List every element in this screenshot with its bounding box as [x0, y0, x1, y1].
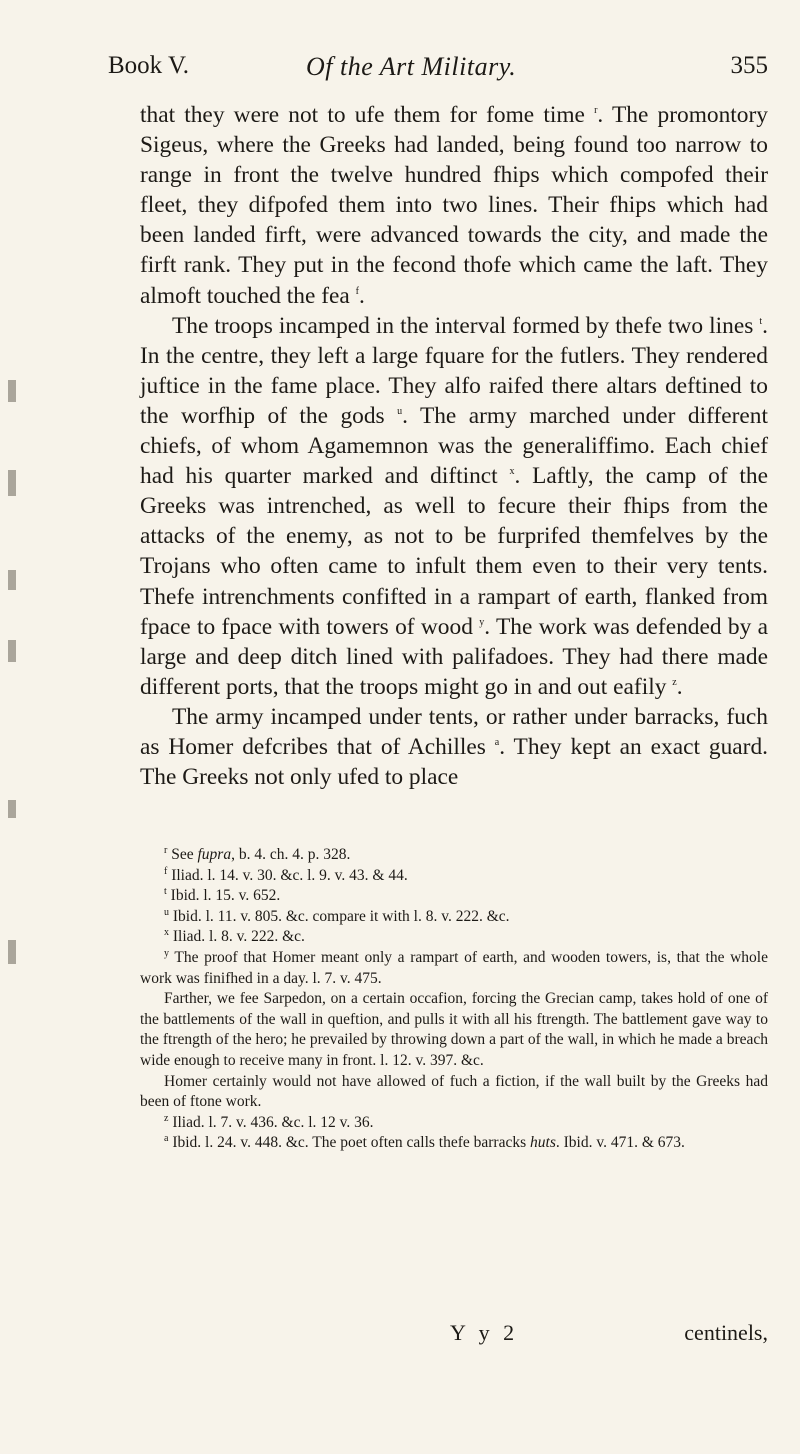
footnote [140, 866, 768, 887]
text-run: Iliad. l. 7. v. 436. &c. l. 12 v. 36. [168, 1113, 374, 1131]
margin-speck [8, 940, 16, 964]
footnote-reference: y [479, 616, 485, 628]
footnote-mark: y [164, 947, 169, 959]
text-run: See [167, 846, 198, 863]
text-run: Farther, we fee Sarpedon, on a certain occafion, forcing the Grecian camp, takes hold of one of the battlements of the wall in queftion, and pulls it with all his ftrength. The battlement gave way to the ftrength of the hero; he prevailed by throwing down a part of the wall, in which he made a breach wide enough to receive many in front. l. 12. v. 397. &c. [140, 990, 768, 1069]
margin-speck [8, 800, 16, 818]
page-footer [140, 1320, 768, 1352]
margin-speck [8, 470, 16, 496]
text-run: . The army marched under different chiefs, of whom Agamemnon was the generaliffimo. Each chief had his quarter marked and diftinct [140, 402, 768, 490]
margin-speck [8, 570, 16, 590]
text-run: . Ibid. v. 471. & 673. [555, 1134, 685, 1152]
italic-text: fupra [197, 846, 232, 863]
text-run: The army incamped under tents, or rather under barracks, fuch as Homer defcribes that of Achilles [140, 703, 768, 760]
body-text [140, 100, 768, 792]
binding-edge [0, 380, 26, 1080]
paragraph [140, 311, 768, 702]
paragraph [140, 702, 768, 792]
text-run: . [358, 282, 365, 309]
footnote [140, 907, 768, 928]
footnote [140, 1133, 768, 1154]
footnote-reference: f [355, 285, 359, 297]
footnote-mark: a [164, 1133, 169, 1145]
footnote-mark: u [164, 906, 169, 918]
footnote [140, 1113, 768, 1134]
page-number: 355 [730, 52, 768, 79]
text-run: Iliad. l. 14. v. 30. &c. l. 9. v. 43. & 44. [167, 866, 408, 884]
margin-speck [8, 640, 16, 662]
text-run: . They kept an exact guard. The Greeks not only ufed to place [140, 733, 768, 791]
text-run: Ibid. l. 24. v. 448. &c. The poet often calls thefe barracks [168, 1134, 531, 1152]
text-run: . The work was defended by a large and deep ditch lined with palifadoes. They had there made different ports, that the troops might go in and out eafily [140, 613, 768, 700]
signature-mark: Y y 2 [450, 1320, 519, 1345]
footnote-reference: z [672, 676, 677, 688]
footnote-mark: f [164, 865, 168, 877]
footnote-reference: u [397, 406, 403, 418]
book-label: Book V. [108, 52, 190, 79]
footnote-mark: x [164, 927, 169, 939]
footnote-mark: t [164, 886, 167, 898]
catchword: centinels, [684, 1320, 768, 1345]
footnote [140, 845, 768, 866]
text-run: , b. 4. ch. 4. p. 328. [231, 846, 351, 863]
text-run: . [676, 673, 683, 700]
text-run: Ibid. l. 11. v. 805. &c. compare it with l. 8. v. 222. &c. [169, 907, 510, 925]
text-run: The proof that Homer meant only a rampart of earth, and wooden towers, is, that the whole work was finifhed in a day. l. 7. v. 475. [140, 948, 768, 987]
text-run: Homer certainly would not have allowed of fuch a fiction, if the wall built by the Greeks had been of ftone work. [140, 1072, 768, 1111]
italic-text: huts [530, 1134, 556, 1152]
footnote-mark: r [164, 844, 168, 856]
footnote-reference: r [594, 105, 598, 117]
footnote [140, 948, 768, 989]
paragraph [140, 100, 768, 311]
text-run: that they were not to ufe them for fome time [140, 102, 595, 128]
text-run: Iliad. l. 8. v. 222. &c. [169, 928, 305, 946]
running-header [108, 52, 772, 88]
footnote-reference: a [494, 737, 500, 749]
text-run: . The promontory Sigeus, where the Greeks had landed, being found too narrow to range in front the twelve hundred fhips which compofed their fleet, they difpofed them into two lines. Their fhips which had been landed firft, were advanced towards the city, and made the firft rank. They put in the fecond thofe which came the laft. They almoft touched the fea [140, 102, 768, 309]
text-run: Ibid. l. 15. v. 652. [166, 887, 281, 905]
footnote [140, 989, 768, 1071]
footnote [140, 1072, 768, 1113]
margin-speck [8, 380, 16, 402]
footnote-mark: z [164, 1112, 169, 1124]
text-run: . Laftly, the camp of the Greeks was intrenched, as well to fecure their fhips from the attacks of the enemy, as not to be furprifed themfelves by the Trojans who often came to infult them even to their very tents. Thefe intrenchments confifted in a rampart of earth, flanked from fpace to fpace with towers of wood [140, 463, 768, 640]
text-run: . In the centre, they left a large fquare for the futlers. They rendered juftice in the fame place. They alfo raifed there altars deftined to the worfhip of the gods [140, 312, 768, 429]
text-run: The troops incamped in the interval formed by thefe two lines [172, 312, 760, 339]
footnote-reference: x [509, 466, 515, 478]
footnote [140, 886, 768, 907]
footnote-reference: t [759, 315, 763, 327]
running-title: Of the Art Military. [306, 52, 517, 81]
footnote [140, 927, 768, 948]
footnotes [140, 845, 768, 1154]
